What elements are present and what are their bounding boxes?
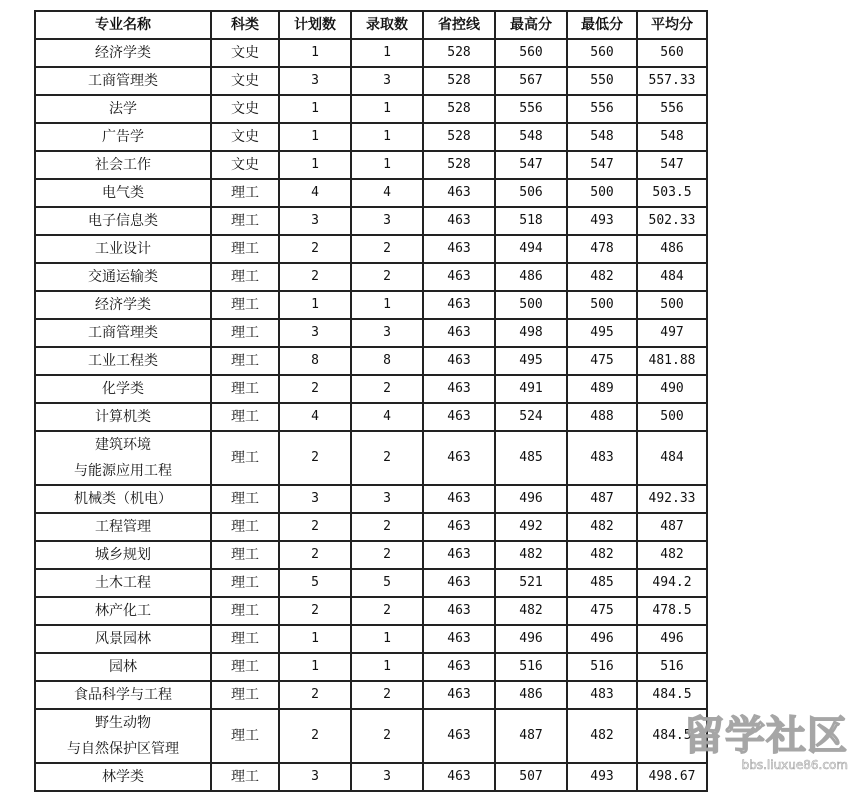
cell-max-score: 547 bbox=[495, 151, 567, 179]
cell-min-score: 483 bbox=[567, 681, 637, 709]
cell-category: 理工 bbox=[211, 569, 279, 597]
cell-min-score: 495 bbox=[567, 319, 637, 347]
header-row bbox=[35, 11, 707, 39]
cell-max-score: 556 bbox=[495, 95, 567, 123]
cell-min-score: 482 bbox=[567, 263, 637, 291]
cell-min-score: 500 bbox=[567, 291, 637, 319]
cell-major-name bbox=[35, 39, 211, 67]
cell-major-name bbox=[35, 263, 211, 291]
cell-major-name bbox=[35, 625, 211, 653]
cell-category: 理工 bbox=[211, 653, 279, 681]
header-min-score: 最低分 bbox=[567, 11, 637, 39]
cell-admitted-count: 4 bbox=[351, 403, 423, 431]
major-name-line: 工程管理 bbox=[95, 519, 151, 535]
cell-avg-score: 500 bbox=[637, 403, 707, 431]
cell-avg-score: 560 bbox=[637, 39, 707, 67]
cell-admitted-count: 1 bbox=[351, 95, 423, 123]
header-max-score: 最高分 bbox=[495, 11, 567, 39]
watermark-logo: 留学社区 bbox=[684, 713, 848, 759]
cell-control-line: 463 bbox=[423, 179, 495, 207]
cell-control-line: 528 bbox=[423, 95, 495, 123]
cell-control-line: 463 bbox=[423, 319, 495, 347]
major-name-line: 与能源应用工程 bbox=[74, 463, 172, 479]
table-row bbox=[35, 67, 707, 95]
cell-category: 理工 bbox=[211, 263, 279, 291]
watermark bbox=[684, 713, 848, 772]
cell-plan-count: 2 bbox=[279, 375, 351, 403]
cell-min-score: 547 bbox=[567, 151, 637, 179]
table-row bbox=[35, 431, 707, 485]
cell-plan-count: 2 bbox=[279, 541, 351, 569]
cell-min-score: 482 bbox=[567, 541, 637, 569]
cell-plan-count: 2 bbox=[279, 263, 351, 291]
cell-plan-count: 1 bbox=[279, 123, 351, 151]
cell-control-line: 463 bbox=[423, 541, 495, 569]
cell-max-score: 516 bbox=[495, 653, 567, 681]
cell-category: 理工 bbox=[211, 347, 279, 375]
cell-min-score: 496 bbox=[567, 625, 637, 653]
cell-min-score: 500 bbox=[567, 179, 637, 207]
cell-avg-score: 496 bbox=[637, 625, 707, 653]
major-name-line: 经济学类 bbox=[95, 297, 151, 313]
cell-avg-score: 492.33 bbox=[637, 485, 707, 513]
cell-major-name bbox=[35, 513, 211, 541]
cell-major-name bbox=[35, 541, 211, 569]
cell-category: 理工 bbox=[211, 431, 279, 485]
cell-admitted-count: 1 bbox=[351, 625, 423, 653]
table-row bbox=[35, 653, 707, 681]
table-row bbox=[35, 347, 707, 375]
table-row bbox=[35, 319, 707, 347]
cell-max-score: 494 bbox=[495, 235, 567, 263]
cell-control-line: 463 bbox=[423, 569, 495, 597]
major-name-line: 林产化工 bbox=[95, 603, 151, 619]
cell-control-line: 528 bbox=[423, 151, 495, 179]
table-row bbox=[35, 403, 707, 431]
major-name-line: 工业设计 bbox=[95, 241, 151, 257]
cell-max-score: 506 bbox=[495, 179, 567, 207]
cell-major-name bbox=[35, 123, 211, 151]
cell-major-name bbox=[35, 431, 211, 485]
cell-plan-count: 3 bbox=[279, 207, 351, 235]
cell-plan-count: 1 bbox=[279, 653, 351, 681]
cell-plan-count: 4 bbox=[279, 403, 351, 431]
cell-plan-count: 2 bbox=[279, 235, 351, 263]
cell-admitted-count: 2 bbox=[351, 431, 423, 485]
cell-major-name bbox=[35, 151, 211, 179]
cell-control-line: 463 bbox=[423, 347, 495, 375]
cell-max-score: 507 bbox=[495, 763, 567, 791]
cell-max-score: 498 bbox=[495, 319, 567, 347]
cell-min-score: 548 bbox=[567, 123, 637, 151]
cell-category: 理工 bbox=[211, 207, 279, 235]
cell-admitted-count: 5 bbox=[351, 569, 423, 597]
cell-admitted-count: 3 bbox=[351, 485, 423, 513]
table-row bbox=[35, 95, 707, 123]
cell-category: 理工 bbox=[211, 597, 279, 625]
cell-major-name bbox=[35, 179, 211, 207]
table-row bbox=[35, 179, 707, 207]
table-row bbox=[35, 263, 707, 291]
cell-admitted-count: 3 bbox=[351, 67, 423, 95]
major-name-line: 工商管理类 bbox=[88, 325, 158, 341]
cell-admitted-count: 2 bbox=[351, 375, 423, 403]
cell-min-score: 556 bbox=[567, 95, 637, 123]
cell-category: 理工 bbox=[211, 681, 279, 709]
table-row bbox=[35, 291, 707, 319]
cell-plan-count: 3 bbox=[279, 763, 351, 791]
cell-min-score: 550 bbox=[567, 67, 637, 95]
table-row bbox=[35, 39, 707, 67]
cell-admitted-count: 2 bbox=[351, 541, 423, 569]
admission-scores-table bbox=[34, 10, 708, 792]
cell-max-score: 486 bbox=[495, 681, 567, 709]
cell-control-line: 463 bbox=[423, 597, 495, 625]
cell-avg-score: 516 bbox=[637, 653, 707, 681]
major-name-line: 广告学 bbox=[102, 129, 144, 145]
header-plan-count: 计划数 bbox=[279, 11, 351, 39]
cell-control-line: 463 bbox=[423, 375, 495, 403]
table-row bbox=[35, 151, 707, 179]
cell-max-score: 491 bbox=[495, 375, 567, 403]
cell-max-score: 560 bbox=[495, 39, 567, 67]
header-control-line: 省控线 bbox=[423, 11, 495, 39]
header-admitted-count: 录取数 bbox=[351, 11, 423, 39]
table-row bbox=[35, 207, 707, 235]
cell-avg-score: 503.5 bbox=[637, 179, 707, 207]
cell-admitted-count: 8 bbox=[351, 347, 423, 375]
cell-category: 理工 bbox=[211, 179, 279, 207]
table-row bbox=[35, 123, 707, 151]
major-name-line: 园林 bbox=[109, 659, 137, 675]
cell-avg-score: 486 bbox=[637, 235, 707, 263]
cell-max-score: 521 bbox=[495, 569, 567, 597]
cell-category: 文史 bbox=[211, 67, 279, 95]
cell-admitted-count: 2 bbox=[351, 263, 423, 291]
cell-control-line: 528 bbox=[423, 67, 495, 95]
major-name-line: 食品科学与工程 bbox=[74, 687, 172, 703]
cell-plan-count: 4 bbox=[279, 179, 351, 207]
cell-admitted-count: 1 bbox=[351, 291, 423, 319]
major-name-line: 化学类 bbox=[102, 381, 144, 397]
cell-max-score: 496 bbox=[495, 485, 567, 513]
major-name-line: 工商管理类 bbox=[88, 73, 158, 89]
cell-admitted-count: 3 bbox=[351, 319, 423, 347]
cell-plan-count: 1 bbox=[279, 291, 351, 319]
cell-min-score: 488 bbox=[567, 403, 637, 431]
cell-control-line: 463 bbox=[423, 513, 495, 541]
cell-category: 理工 bbox=[211, 291, 279, 319]
table-row bbox=[35, 763, 707, 791]
cell-avg-score: 487 bbox=[637, 513, 707, 541]
major-name-line: 交通运输类 bbox=[88, 269, 158, 285]
cell-control-line: 463 bbox=[423, 681, 495, 709]
cell-max-score: 496 bbox=[495, 625, 567, 653]
table-row bbox=[35, 513, 707, 541]
major-name-line: 土木工程 bbox=[95, 575, 151, 591]
cell-control-line: 463 bbox=[423, 291, 495, 319]
cell-plan-count: 2 bbox=[279, 681, 351, 709]
cell-admitted-count: 3 bbox=[351, 763, 423, 791]
cell-major-name bbox=[35, 207, 211, 235]
header-avg-score: 平均分 bbox=[637, 11, 707, 39]
cell-control-line: 463 bbox=[423, 207, 495, 235]
cell-category: 理工 bbox=[211, 709, 279, 763]
cell-avg-score: 490 bbox=[637, 375, 707, 403]
cell-category: 文史 bbox=[211, 95, 279, 123]
cell-control-line: 463 bbox=[423, 763, 495, 791]
watermark-url: bbs.liuxue86.com bbox=[741, 758, 848, 772]
table-row bbox=[35, 375, 707, 403]
cell-avg-score: 484 bbox=[637, 431, 707, 485]
cell-category: 理工 bbox=[211, 513, 279, 541]
table-row bbox=[35, 541, 707, 569]
cell-avg-score: 556 bbox=[637, 95, 707, 123]
cell-max-score: 485 bbox=[495, 431, 567, 485]
cell-plan-count: 3 bbox=[279, 319, 351, 347]
cell-min-score: 482 bbox=[567, 709, 637, 763]
cell-min-score: 475 bbox=[567, 597, 637, 625]
cell-plan-count: 1 bbox=[279, 151, 351, 179]
cell-avg-score: 494.2 bbox=[637, 569, 707, 597]
cell-max-score: 495 bbox=[495, 347, 567, 375]
cell-admitted-count: 2 bbox=[351, 709, 423, 763]
cell-plan-count: 1 bbox=[279, 39, 351, 67]
cell-avg-score: 478.5 bbox=[637, 597, 707, 625]
table-row bbox=[35, 485, 707, 513]
cell-control-line: 463 bbox=[423, 403, 495, 431]
cell-category: 文史 bbox=[211, 123, 279, 151]
cell-min-score: 516 bbox=[567, 653, 637, 681]
cell-avg-score: 502.33 bbox=[637, 207, 707, 235]
cell-major-name bbox=[35, 597, 211, 625]
cell-min-score: 493 bbox=[567, 763, 637, 791]
table-body bbox=[35, 39, 707, 791]
cell-plan-count: 2 bbox=[279, 709, 351, 763]
cell-control-line: 463 bbox=[423, 485, 495, 513]
cell-plan-count: 2 bbox=[279, 431, 351, 485]
cell-avg-score: 484 bbox=[637, 263, 707, 291]
cell-plan-count: 3 bbox=[279, 67, 351, 95]
cell-avg-score: 500 bbox=[637, 291, 707, 319]
cell-plan-count: 1 bbox=[279, 625, 351, 653]
cell-control-line: 463 bbox=[423, 625, 495, 653]
cell-category: 理工 bbox=[211, 375, 279, 403]
cell-plan-count: 3 bbox=[279, 485, 351, 513]
major-name-line: 计算机类 bbox=[95, 409, 151, 425]
cell-avg-score: 482 bbox=[637, 541, 707, 569]
cell-max-score: 487 bbox=[495, 709, 567, 763]
table-row bbox=[35, 569, 707, 597]
cell-min-score: 482 bbox=[567, 513, 637, 541]
cell-category: 理工 bbox=[211, 319, 279, 347]
cell-major-name bbox=[35, 709, 211, 763]
cell-control-line: 528 bbox=[423, 123, 495, 151]
cell-plan-count: 1 bbox=[279, 95, 351, 123]
cell-major-name bbox=[35, 95, 211, 123]
major-name-line: 城乡规划 bbox=[95, 547, 151, 563]
cell-category: 理工 bbox=[211, 541, 279, 569]
cell-min-score: 493 bbox=[567, 207, 637, 235]
cell-category: 文史 bbox=[211, 151, 279, 179]
cell-min-score: 487 bbox=[567, 485, 637, 513]
cell-admitted-count: 2 bbox=[351, 597, 423, 625]
cell-admitted-count: 2 bbox=[351, 681, 423, 709]
cell-min-score: 560 bbox=[567, 39, 637, 67]
cell-avg-score: 484.5 bbox=[637, 681, 707, 709]
cell-avg-score: 481.88 bbox=[637, 347, 707, 375]
cell-max-score: 482 bbox=[495, 597, 567, 625]
cell-admitted-count: 1 bbox=[351, 123, 423, 151]
major-name-line: 经济学类 bbox=[95, 45, 151, 61]
cell-category: 理工 bbox=[211, 485, 279, 513]
major-name-line: 林学类 bbox=[102, 769, 144, 785]
major-name-line: 工业工程类 bbox=[88, 353, 158, 369]
cell-plan-count: 8 bbox=[279, 347, 351, 375]
cell-major-name bbox=[35, 485, 211, 513]
cell-max-score: 524 bbox=[495, 403, 567, 431]
cell-major-name bbox=[35, 375, 211, 403]
major-name-line: 与自然保护区管理 bbox=[67, 741, 179, 757]
cell-control-line: 463 bbox=[423, 709, 495, 763]
cell-plan-count: 2 bbox=[279, 597, 351, 625]
cell-control-line: 463 bbox=[423, 263, 495, 291]
major-name-line: 电子信息类 bbox=[88, 213, 158, 229]
cell-major-name bbox=[35, 235, 211, 263]
major-name-line: 机械类（机电） bbox=[74, 491, 172, 507]
cell-admitted-count: 3 bbox=[351, 207, 423, 235]
cell-avg-score: 548 bbox=[637, 123, 707, 151]
cell-control-line: 463 bbox=[423, 431, 495, 485]
major-name-line: 野生动物 bbox=[95, 715, 151, 731]
cell-min-score: 475 bbox=[567, 347, 637, 375]
cell-min-score: 485 bbox=[567, 569, 637, 597]
table-row bbox=[35, 235, 707, 263]
header-category: 科类 bbox=[211, 11, 279, 39]
major-name-line: 风景园林 bbox=[95, 631, 151, 647]
cell-max-score: 486 bbox=[495, 263, 567, 291]
cell-max-score: 492 bbox=[495, 513, 567, 541]
cell-major-name bbox=[35, 347, 211, 375]
table-row bbox=[35, 597, 707, 625]
cell-category: 文史 bbox=[211, 39, 279, 67]
cell-avg-score: 547 bbox=[637, 151, 707, 179]
cell-max-score: 518 bbox=[495, 207, 567, 235]
cell-admitted-count: 1 bbox=[351, 39, 423, 67]
cell-control-line: 463 bbox=[423, 235, 495, 263]
major-name-line: 建筑环境 bbox=[95, 437, 151, 453]
cell-avg-score: 557.33 bbox=[637, 67, 707, 95]
cell-admitted-count: 1 bbox=[351, 653, 423, 681]
cell-major-name bbox=[35, 681, 211, 709]
cell-avg-score: 498.67 bbox=[637, 763, 707, 791]
cell-admitted-count: 1 bbox=[351, 151, 423, 179]
cell-max-score: 567 bbox=[495, 67, 567, 95]
cell-control-line: 528 bbox=[423, 39, 495, 67]
cell-max-score: 548 bbox=[495, 123, 567, 151]
major-name-line: 社会工作 bbox=[95, 157, 151, 173]
cell-min-score: 489 bbox=[567, 375, 637, 403]
table-row bbox=[35, 709, 707, 763]
cell-major-name bbox=[35, 569, 211, 597]
header-major-name: 专业名称 bbox=[35, 11, 211, 39]
table-row bbox=[35, 681, 707, 709]
cell-category: 理工 bbox=[211, 763, 279, 791]
major-name-line: 电气类 bbox=[102, 185, 144, 201]
cell-category: 理工 bbox=[211, 403, 279, 431]
cell-control-line: 463 bbox=[423, 653, 495, 681]
cell-min-score: 483 bbox=[567, 431, 637, 485]
cell-max-score: 500 bbox=[495, 291, 567, 319]
cell-admitted-count: 2 bbox=[351, 513, 423, 541]
cell-major-name bbox=[35, 67, 211, 95]
cell-max-score: 482 bbox=[495, 541, 567, 569]
cell-major-name bbox=[35, 319, 211, 347]
cell-major-name bbox=[35, 291, 211, 319]
cell-category: 理工 bbox=[211, 625, 279, 653]
cell-admitted-count: 4 bbox=[351, 179, 423, 207]
cell-major-name bbox=[35, 763, 211, 791]
cell-avg-score: 497 bbox=[637, 319, 707, 347]
cell-major-name bbox=[35, 403, 211, 431]
major-name-line: 法学 bbox=[109, 101, 137, 117]
cell-plan-count: 5 bbox=[279, 569, 351, 597]
cell-plan-count: 2 bbox=[279, 513, 351, 541]
cell-major-name bbox=[35, 653, 211, 681]
cell-min-score: 478 bbox=[567, 235, 637, 263]
table-row bbox=[35, 625, 707, 653]
cell-category: 理工 bbox=[211, 235, 279, 263]
cell-admitted-count: 2 bbox=[351, 235, 423, 263]
cell-avg-score: 484.5 bbox=[637, 709, 707, 763]
